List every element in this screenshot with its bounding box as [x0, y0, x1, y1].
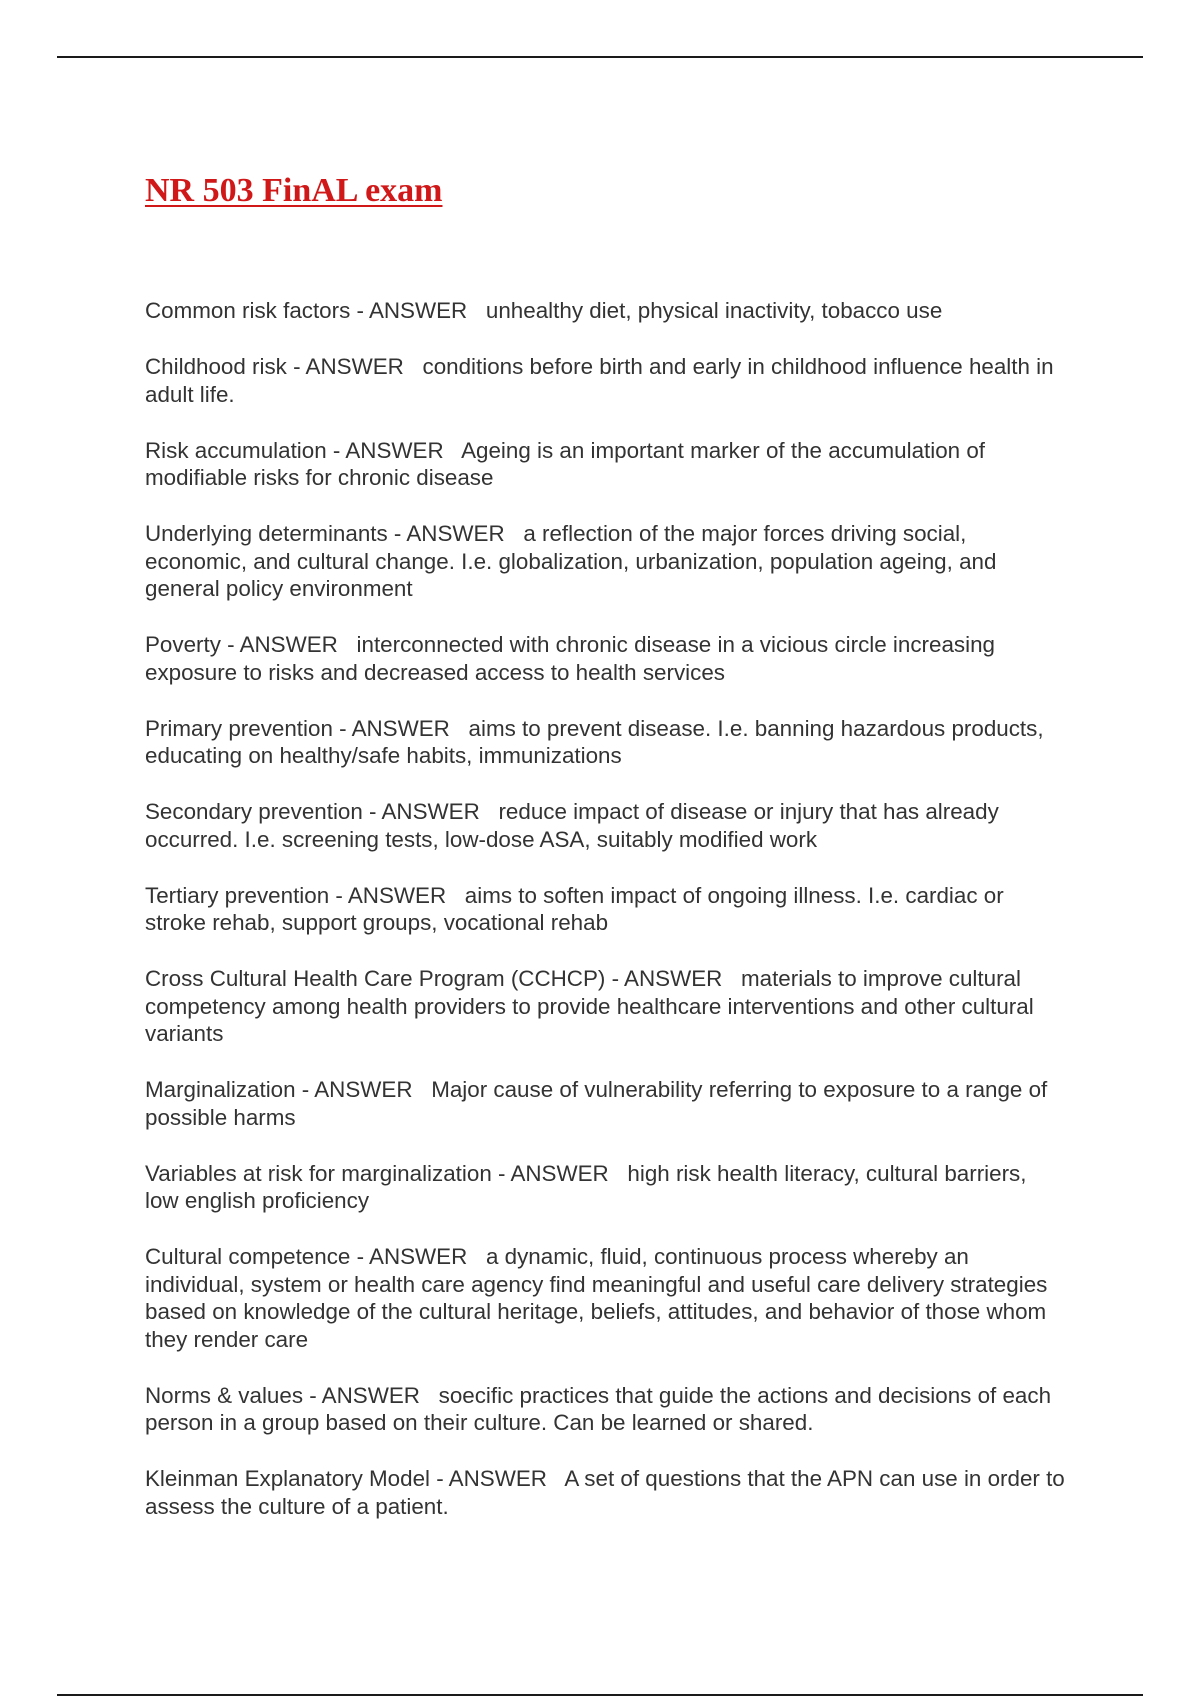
entry-term: Kleinman Explanatory Model - ANSWER [145, 1466, 547, 1491]
entry-term: Primary prevention - ANSWER [145, 715, 450, 741]
entry-answer: unhealthy diet, physical inactivity, tobacco use [485, 298, 943, 323]
entry-answer: soecific practices that guide the actions and decisions of each person in a group based on their culture. Can be learned or shared. [145, 1382, 1052, 1435]
entry-term: Variables at risk for marginalization - ANSWER [145, 1160, 609, 1186]
qa-entry [145, 1243, 1065, 1353]
qa-entry [145, 798, 1065, 853]
entry-term: Common risk factors - ANSWER [145, 298, 468, 323]
entry-term: Underlying determinants - ANSWER [145, 521, 505, 546]
entry-answer: A set of questions that the APN can use in order to assess the culture of a patient. [145, 1466, 1065, 1519]
header-rule [57, 56, 1143, 58]
entry-answer: reduce impact of disease or injury that has already occurred. I.e. screening tests, low-dose ASA, suitably modified work [145, 799, 999, 852]
qa-entry [145, 353, 1065, 408]
entry-answer: aims to prevent disease. I.e. banning hazardous products, educating on healthy/safe habits, immunizations [145, 715, 1044, 768]
qa-entry [145, 631, 1065, 686]
qa-entry [145, 715, 1065, 770]
qa-entry [145, 882, 1065, 937]
entry-answer: materials to improve cultural competency among health providers to provide healthcare interventions and other cultural variants [145, 966, 1034, 1046]
qa-entry [145, 1465, 1065, 1520]
entry-term: Marginalization - ANSWER [145, 1077, 413, 1102]
qa-entry [145, 520, 1065, 603]
qa-entry [145, 1076, 1065, 1131]
entry-term: Poverty - ANSWER [145, 632, 338, 657]
entry-term: Childhood risk - ANSWER [145, 354, 404, 379]
entry-term: Cultural competence - ANSWER [145, 1244, 468, 1269]
entry-answer: conditions before birth and early in childhood influence health in adult life. [145, 354, 1054, 407]
qa-entry [145, 437, 1065, 492]
entry-answer: Ageing is an important marker of the accumulation of modifiable risks for chronic disease [145, 437, 986, 490]
entry-answer: aims to soften impact of ongoing illness. I.e. cardiac or stroke rehab, support groups, vocational rehab [145, 882, 1004, 935]
entry-term: Cross Cultural Health Care Program (CCHCP) - ANSWER [145, 966, 723, 991]
qa-entry [145, 1382, 1065, 1437]
entry-answer: a reflection of the major forces driving social, economic, and cultural change. I.e. globalization, urbanization, population ageing, and general policy environment [145, 521, 997, 601]
footer-rule [57, 1694, 1143, 1696]
qa-list [145, 297, 1065, 1549]
entry-term: Tertiary prevention - ANSWER [145, 882, 447, 908]
entry-answer: high risk health literacy, cultural barriers, low english proficiency [145, 1160, 1027, 1213]
entry-answer: interconnected with chronic disease in a vicious circle increasing exposure to risks and decreased access to health services [145, 632, 995, 685]
qa-entry [145, 297, 1065, 325]
qa-entry [145, 1160, 1065, 1215]
entry-answer: a dynamic, fluid, continuous process whereby an individual, system or health care agency find meaningful and useful care delivery strategies based on knowledge of the cultural heritage, beliefs, attitudes, and behavior of those whom they render care [145, 1244, 1048, 1352]
entry-term: Risk accumulation - ANSWER [145, 437, 444, 463]
entry-answer: Major cause of vulnerability referring to exposure to a range of possible harms [145, 1077, 1048, 1130]
qa-entry [145, 965, 1065, 1048]
entry-term: Norms & values - ANSWER [145, 1382, 420, 1408]
document-title: NR 503 FinAL exam [145, 172, 443, 209]
entry-term: Secondary prevention - ANSWER [145, 799, 480, 824]
